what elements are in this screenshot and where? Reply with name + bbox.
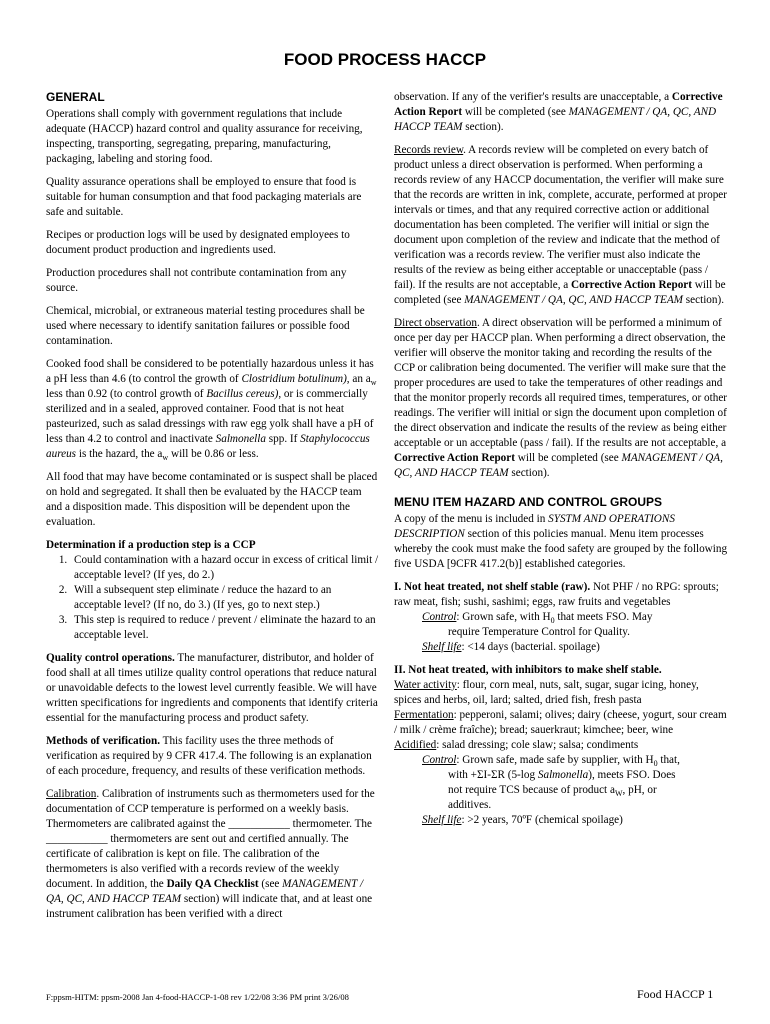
records-review-paragraph: Records review. A records review will be completed on every batch of product unless a direct observation is performed. When performing a records review of any HACCP documentation, the verifier will make sure that the records are written in ink, complete, accurate, performed at proper intervals or times, and that any required corrective action or additional documentation has been completed. The verifier will initial or sign the document upon completion of the review and indicate that the method of verification was a records review. The verifier must also indicate the results of the review as being either acceptable or unacceptable (pass / fail). If the results are not acceptable, a Corrective Action Report will be completed (see MANAGEMENT / QA, QC, AND HACCP TEAM section). [394, 144, 727, 306]
group-2-shelf-life: Shelf life: >2 years, 70ºF (chemical spoilage) [422, 814, 623, 826]
fermentation-line: Fermentation: pepperoni, salami; olives; dairy (cheese, yogurt, sour cream / milk / crème fraîche); bread; sauerkraut; kimchee; beer, wine [394, 709, 727, 736]
group-1-control-continued: require Temperature Control for Quality. [448, 626, 630, 638]
water-activity-line: Water activity: flour, corn meal, nuts, salt, sugar, sugar icing, honey, spices and herbs, oil, lard; salted, dried fish, fresh pasta [394, 679, 699, 706]
direct-observation-paragraph: Direct observation. A direct observation will be performed a minimum of once per day per HACCP plan. When performing a direct observation, the verifier will observe the monitor taking and recording the results of the CCP or calibration being documented. The verifier will make sure that the proper procedures are used to take the temperatures of other readings and that the monitor properly records all required times, temperatures, or other readings. The verifier will initial or sign the document upon completion of the direct observation and indicate the results of the review as being either acceptable or un acceptable (pass / fail). If the results are not acceptable, a Corrective Action Report will be completed (see MANAGEMENT / QA, QC, AND HACCP TEAM section). [394, 317, 728, 479]
footer-page-label: Food HACCP 1 [637, 987, 714, 1001]
verification-methods-paragraph: Methods of verification. This facility uses the three methods of verification as required by 9 CFR 417.4. The following is an explanation of each procedure, frequency, and results of these verification methods. [46, 735, 372, 777]
right-column [394, 90, 728, 828]
acidified-line: Acidified: salad dressing; cole slaw; salsa; condiments [394, 739, 639, 751]
calibration-paragraph: Calibration. Calibration of instruments such as thermometers used for the documentation of CCP temperature is performed on a weekly basis. Thermometers are calibrated against the ___________ thermometer. The ___________ thermometers are sent out and certified annually. The certificate of calibration is kept on file. The calibration of the thermometers is also verified with a records review of the weekly document. In addition, the Daily QA Checklist (see MANAGEMENT / QA, QC, AND HACCP TEAM section) will indicate that, and at least one instrument calibration has been verified with a direct [46, 788, 375, 920]
group-1-shelf-life: Shelf life: <14 days (bacterial. spoilage) [422, 641, 600, 653]
group-1 [394, 580, 728, 655]
group-2 [394, 663, 728, 828]
group-1-description: I. Not heat treated, not shelf stable (raw). Not PHF / no RPG: sprouts; raw meat, fish; sushi, sashimi; eggs, raw fruits and vegetables [394, 581, 719, 608]
menu-paragraph: A copy of the menu is included in SYSTM AND OPERATIONS DESCRIPTION section of this policies manual. Menu item processes whereby the cook must make the food safety are grouped by the following five USDA [9CFR 417.2(b)] established categories. [394, 513, 728, 570]
ccp-list [46, 553, 380, 643]
page-title: FOOD PROCESS HACCP [283, 50, 487, 69]
general-paragraph-1: Operations shall comply with government regulations that include adequate (HACCP) hazard control and quality assurance for receiving, inspecting, transporting, segregating, preparing, manufacturing, packaging, labeling and storing food. [46, 108, 363, 165]
ccp-item-1: 1. Could contamination with a hazard occur in excess of critical limit / acceptable level? (If yes, do 2.) [70, 553, 380, 583]
quality-control-paragraph: Quality control operations. The manufacturer, distributor, and holder of food shall at all times utilize quality control operations that reduce natural or unavoidable defects to the lowest level currently feasible. We will have written specifications for ingredients and components that identify criteria essential for the manufacturing process and product safety. [46, 652, 378, 724]
footer-file-info: F:ppsm-HITM: ppsm-2008 Jan 4-food-HACCP-1-08 rev 1/22/08 3:36 PM print 3/26/08 [46, 992, 349, 1002]
group-2-control-line-2: with +ΣI-ΣR (5-log Salmonella), meets FSO. Does [448, 769, 676, 781]
contaminated-food-paragraph: All food that may have become contaminated or is suspect shall be placed on hold and segregated. It shall then be evaluated by the HACCP team and a disposition made. This disposition will be dependent upon the evaluation. [46, 471, 378, 528]
general-heading: GENERAL [46, 90, 105, 104]
general-paragraph-3: Recipes or production logs will be used by designated employees to document product production and ingredients used. [46, 229, 350, 256]
cooked-food-paragraph: Cooked food shall be considered to be potentially hazardous unless it has a pH less than 4.6 (to control the growth of Clostridium botulinum), an $a_w$ less than 0.92 (to control growth of Bacillus cereus), or is commercially sterilized and in a sealed, approved container. Food that is not heat pasteurized, such as salad dressings with raw egg yolk shall have a pH of less than 4.2 to control and inactivate Salmonella spp. If Staphylococcus aureus is the hazard, the $a_w$ will be 0.86 or less. [46, 358, 377, 463]
menu-groups-heading: MENU ITEM HAZARD AND CONTROL GROUPS [394, 495, 662, 509]
ccp-heading: Determination if a production step is a CCP [46, 539, 256, 551]
group-2-control-line-4: additives. [448, 799, 492, 811]
group-2-control-line-3: not require TCS because of product $a_W$, pH, or [448, 784, 657, 799]
general-paragraph-4: Production procedures shall not contribute contamination from any source. [46, 267, 347, 294]
general-paragraph-5: Chemical, microbial, or extraneous material testing procedures shall be used where necessary to identify sanitation failures or possible food contamination. [46, 305, 365, 347]
group-2-control: Control: Grown safe, made safe by supplier, with $H_0$ that, [422, 754, 680, 769]
general-paragraph-2: Quality assurance operations shall be employed to ensure that food is suitable for human consumption and that food packaging materials are safe and suitable. [46, 176, 362, 218]
left-column [46, 90, 380, 930]
group-1-control: Control: Grown safe, with $H_0$ that meets FSO. May [422, 611, 653, 626]
ccp-item-3: 3. This step is required to reduce / prevent / eliminate the hazard to an acceptable level. [70, 613, 380, 643]
group-2-heading: II. Not heat treated, with inhibitors to make shelf stable. [394, 664, 662, 676]
ccp-item-2: 2. Will a subsequent step eliminate / reduce the hazard to an acceptable level? (If no, do 3.) (If yes, go to next step.) [70, 583, 380, 613]
observation-continued-paragraph: observation. If any of the verifier's results are unacceptable, a Corrective Action Report will be completed (see MANAGEMENT / QA, QC, AND HACCP TEAM section). [394, 91, 723, 133]
